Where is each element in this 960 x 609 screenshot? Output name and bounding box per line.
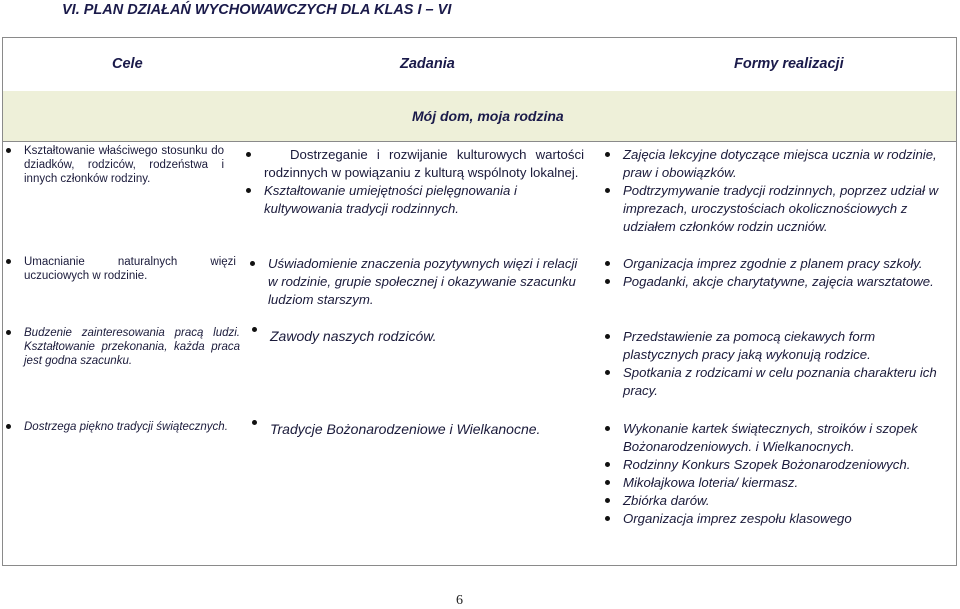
task-item: Kształtowanie umiejętności pielęgnowania i kultywowania tradycji rodzinnych.	[244, 182, 584, 218]
form-item: Organizacja imprez zgodnie z planem pracy szkoły.	[603, 255, 953, 273]
tasks-cell-4	[250, 420, 595, 438]
goal-item: Umacnianie naturalnych więzi uczuciowych w rodzinie.	[4, 255, 236, 283]
task-item: Dostrzeganie i rozwijanie kulturowych wartości rodzinnych w powiązaniu z kulturą wspólnoty lokalnej.	[244, 146, 584, 182]
goals-cell-1	[4, 144, 224, 186]
header-forms: Formy realizacji	[734, 56, 844, 72]
forms-cell-1	[603, 146, 953, 236]
form-item: Wykonanie kartek świątecznych, stroików i szopek Bożonarodzeniowych. i Wielkanocnych.	[603, 420, 953, 456]
form-item: Rodzinny Konkurs Szopek Bożonarodzeniowych.	[603, 456, 953, 474]
goals-cell-4	[4, 420, 244, 434]
task-item: Zawody naszych rodziców.	[250, 327, 585, 345]
goal-item: Dostrzega piękno tradycji świątecznych.	[4, 420, 244, 434]
goal-item: Kształtowanie właściwego stosunku do dziadków, rodziców, rodzeństwa i innych członków rodziny.	[4, 144, 224, 186]
goal-item: Budzenie zainteresowania pracą ludzi. Kształtowanie przekonania, każda praca jest godna szacunku.	[4, 326, 240, 368]
table-header-row	[3, 38, 956, 92]
tasks-cell-3	[250, 327, 585, 345]
forms-cell-3	[603, 328, 953, 400]
header-tasks: Zadania	[400, 56, 455, 72]
tasks-cell-1	[244, 146, 584, 218]
form-item: Zajęcia lekcyjne dotyczące miejsca ucznia w rodzinie, praw i obowiązków.	[603, 146, 953, 182]
task-item: Tradycje Bożonarodzeniowe i Wielkanocne.	[250, 420, 595, 438]
header-goals: Cele	[112, 56, 143, 72]
form-item: Przedstawienie za pomocą ciekawych form plastycznych pracy jaką wykonują rodzice.	[603, 328, 953, 364]
form-item: Organizacja imprez zespołu klasowego	[603, 510, 953, 528]
tasks-cell-2	[248, 255, 583, 309]
goals-cell-3	[4, 326, 240, 368]
task-item: Uświadomienie znaczenia pozytywnych więzi i relacji w rodzinie, grupie społecznej i okazywanie szacunku ludziom starszym.	[248, 255, 583, 309]
form-item: Pogadanki, akcje charytatywne, zajęcia warsztatowe.	[603, 273, 953, 291]
page-number: 6	[456, 593, 463, 608]
page-heading: VI. PLAN DZIAŁAŃ WYCHOWAWCZYCH DLA KLAS I – VI	[62, 2, 452, 18]
goals-cell-2	[4, 255, 236, 283]
form-item: Podtrzymywanie tradycji rodzinnych, poprzez udział w imprezach, uroczystościach okolicznościowych z udziałem członków rodzin uczniów.	[603, 182, 953, 236]
section-row	[3, 91, 956, 142]
forms-cell-4	[603, 420, 953, 528]
form-item: Zbiórka darów.	[603, 492, 953, 510]
section-title: Mój dom, moja rodzina	[412, 108, 564, 124]
forms-cell-2	[603, 255, 953, 291]
form-item: Spotkania z rodzicami w celu poznania charakteru ich pracy.	[603, 364, 953, 400]
form-item: Mikołajkowa loteria/ kiermasz.	[603, 474, 953, 492]
